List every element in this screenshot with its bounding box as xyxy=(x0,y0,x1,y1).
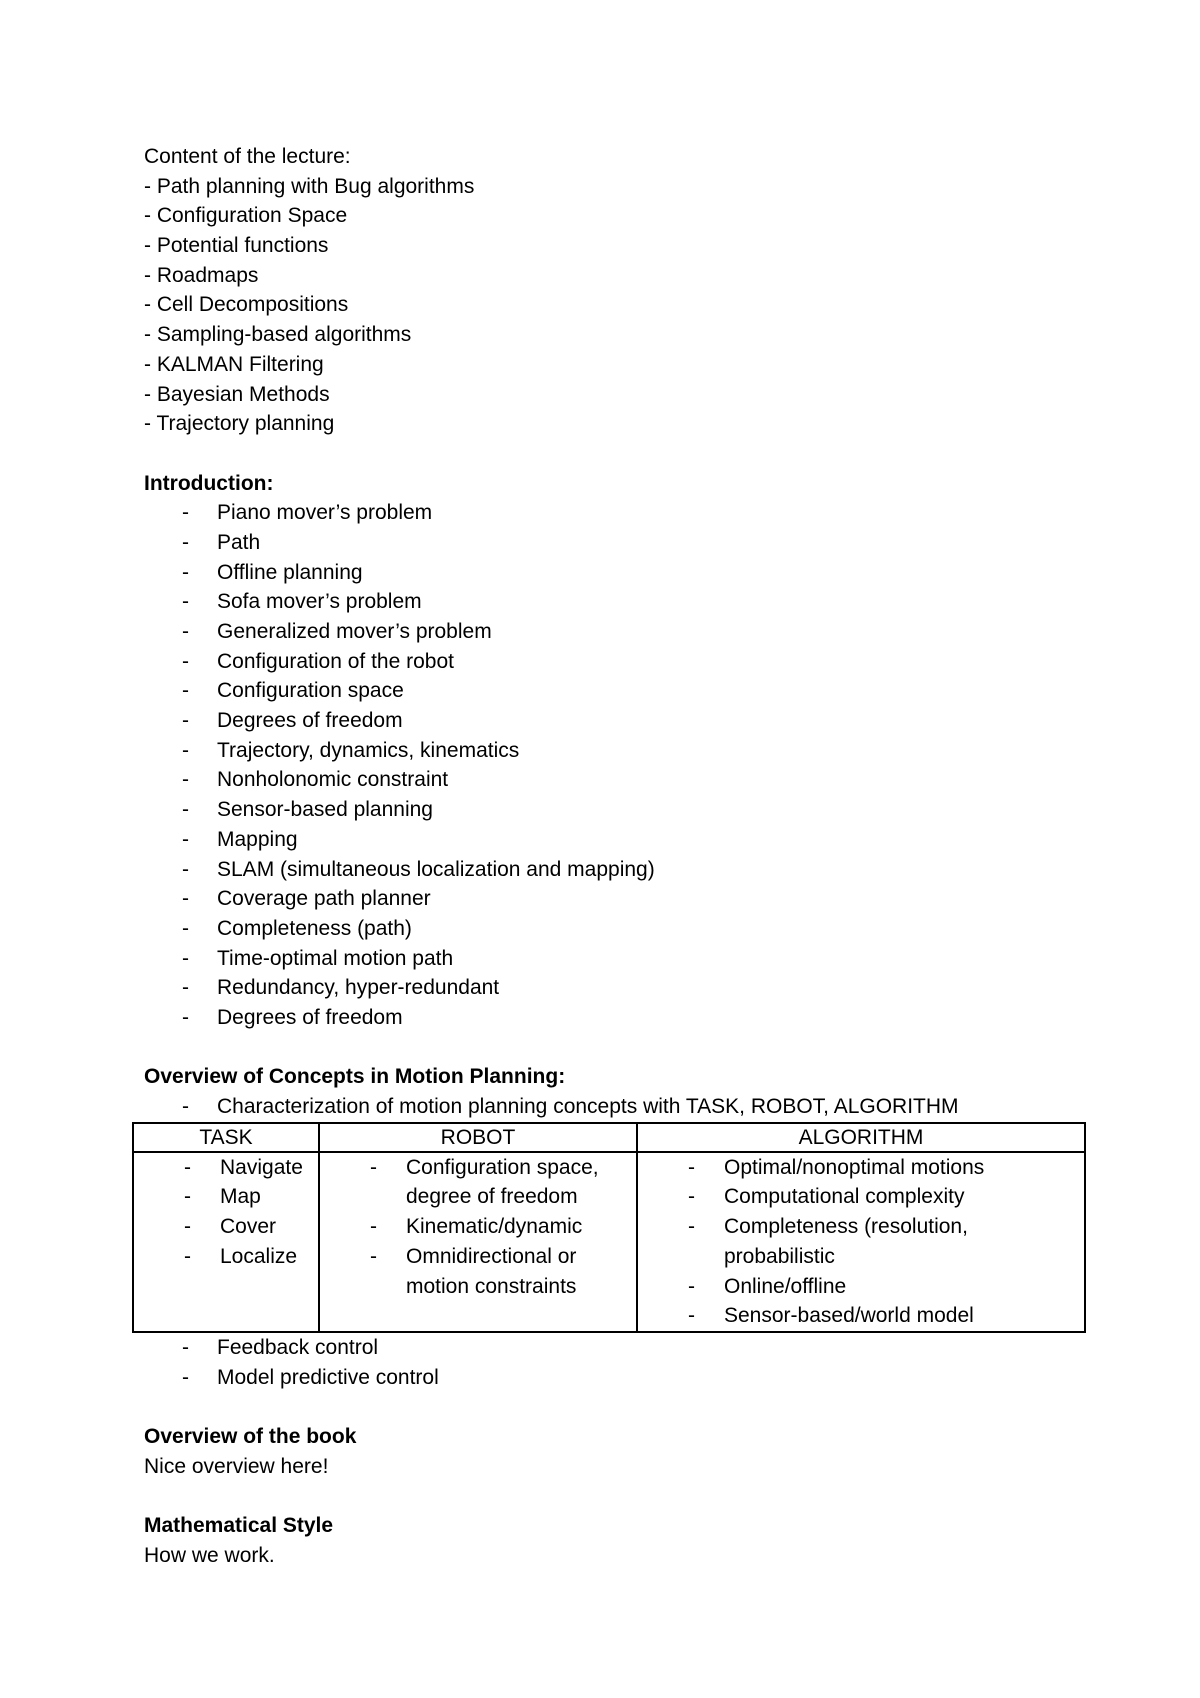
concepts-intro-label: Characterization of motion planning concepts with TASK, ROBOT, ALGORITHM xyxy=(217,1095,959,1118)
concepts-table xyxy=(132,1122,1086,1333)
table-header-algorithm: ALGORITHM xyxy=(637,1123,1085,1152)
dash: - xyxy=(688,1274,695,1298)
intro-item xyxy=(144,558,1084,588)
book-heading: Overview of the book xyxy=(144,1424,357,1448)
task-item-label: Cover xyxy=(220,1215,277,1239)
dash: - xyxy=(370,1215,377,1239)
intro-item-label: Trajectory, dynamics, kinematics xyxy=(217,738,520,762)
intro-item-label: Piano mover’s problem xyxy=(217,501,433,525)
math-style-text: How we work. xyxy=(144,1543,275,1567)
intro-item-label: Degrees of freedom xyxy=(217,1005,403,1029)
task-item xyxy=(134,1153,318,1183)
intro-item-label: Generalized mover’s problem xyxy=(217,620,492,643)
lecture-item: - Trajectory planning xyxy=(144,412,335,436)
dash: - xyxy=(182,620,189,643)
algorithm-item xyxy=(638,1212,1084,1271)
introduction-heading: Introduction: xyxy=(144,471,274,495)
intro-item-label: SLAM (simultaneous localization and mapping) xyxy=(217,857,655,881)
dash: - xyxy=(184,1244,191,1268)
robot-item-label: Kinematic/dynamic xyxy=(406,1215,583,1239)
spacer xyxy=(144,1033,1084,1063)
robot-item-label: Omnidirectional or motion constraints xyxy=(406,1244,577,1298)
dash: - xyxy=(182,738,189,762)
dash: - xyxy=(182,1005,189,1029)
intro-item xyxy=(144,587,1084,617)
document-page xyxy=(144,142,1084,1570)
algorithm-cell xyxy=(637,1152,1085,1332)
book-text: Nice overview here! xyxy=(144,1454,329,1478)
dash: - xyxy=(182,768,189,792)
intro-item-label: Path xyxy=(217,530,261,554)
dash: - xyxy=(182,590,189,614)
intro-item xyxy=(144,825,1084,855)
robot-cell xyxy=(319,1152,637,1332)
lecture-item: - Roadmaps xyxy=(144,263,259,287)
robot-item xyxy=(320,1212,636,1242)
concepts-after-item xyxy=(144,1333,1084,1363)
intro-item xyxy=(144,855,1084,885)
lecture-item: - Configuration Space xyxy=(144,204,348,228)
intro-item-label: Completeness (path) xyxy=(217,916,412,940)
lecture-item: - Cell Decompositions xyxy=(144,293,349,317)
concepts-intro-item xyxy=(144,1092,1084,1122)
table-row xyxy=(133,1152,1085,1332)
concepts-after-label: Feedback control xyxy=(217,1335,379,1359)
intro-item-label: Time-optimal motion path xyxy=(217,946,454,970)
intro-item xyxy=(144,706,1084,736)
intro-item xyxy=(144,944,1084,974)
intro-item-label: Coverage path planner xyxy=(217,887,431,911)
task-item-label: Navigate xyxy=(220,1155,303,1179)
task-cell xyxy=(133,1152,319,1332)
task-item xyxy=(134,1182,318,1212)
concepts-heading: Overview of Concepts in Motion Planning: xyxy=(144,1065,566,1089)
algorithm-item xyxy=(638,1301,1084,1331)
robot-item-label: Configuration space, degree of freedom xyxy=(406,1155,599,1209)
spacer xyxy=(144,439,1084,469)
table-header-task: TASK xyxy=(133,1123,319,1152)
dash: - xyxy=(182,827,189,851)
algorithm-item-label: Sensor-based/world model xyxy=(724,1304,974,1328)
dash: - xyxy=(182,709,189,733)
intro-item xyxy=(144,795,1084,825)
dash: - xyxy=(182,887,189,911)
dash: - xyxy=(688,1155,695,1179)
task-item xyxy=(134,1212,318,1242)
table-header-row xyxy=(133,1123,1085,1152)
task-item-label: Localize xyxy=(220,1244,298,1268)
dash: - xyxy=(182,1365,189,1389)
dash: - xyxy=(182,679,189,703)
dash: - xyxy=(184,1215,191,1239)
intro-item-label: Configuration of the robot xyxy=(217,649,454,673)
algorithm-item xyxy=(638,1272,1084,1302)
dash: - xyxy=(688,1185,695,1209)
intro-item-label: Nonholonomic constraint xyxy=(217,768,449,792)
intro-item xyxy=(144,647,1084,677)
task-item-label: Map xyxy=(220,1185,261,1209)
algorithm-item-label: Optimal/nonoptimal motions xyxy=(724,1155,985,1179)
dash: - xyxy=(182,916,189,940)
dash: - xyxy=(182,501,189,525)
algorithm-item xyxy=(638,1153,1084,1183)
lecture-item: - Bayesian Methods xyxy=(144,382,330,406)
intro-item xyxy=(144,676,1084,706)
intro-item xyxy=(144,914,1084,944)
dash: - xyxy=(370,1244,377,1268)
algorithm-item-label: Computational complexity xyxy=(724,1185,965,1209)
intro-item xyxy=(144,617,1084,647)
lecture-title: Content of the lecture: xyxy=(144,145,351,168)
concepts-after-label: Model predictive control xyxy=(217,1365,439,1389)
algorithm-item-label: Online/offline xyxy=(724,1274,847,1298)
robot-item xyxy=(320,1153,636,1212)
intro-item xyxy=(144,498,1084,528)
dash: - xyxy=(184,1155,191,1179)
table-header-robot: ROBOT xyxy=(319,1123,637,1152)
lecture-item: - Sampling-based algorithms xyxy=(144,323,412,347)
intro-item xyxy=(144,973,1084,1003)
dash: - xyxy=(370,1155,377,1179)
dash: - xyxy=(182,946,189,970)
intro-item xyxy=(144,884,1084,914)
spacer xyxy=(144,1481,1084,1511)
dash: - xyxy=(182,976,189,1000)
intro-item xyxy=(144,1003,1084,1033)
intro-item xyxy=(144,765,1084,795)
algorithm-item xyxy=(638,1182,1084,1212)
intro-item-label: Configuration space xyxy=(217,679,404,703)
dash: - xyxy=(182,649,189,673)
lecture-item: - Path planning with Bug algorithms xyxy=(144,174,475,198)
dash: - xyxy=(182,1095,189,1118)
algorithm-item-label: Completeness (resolution, probabilistic xyxy=(724,1215,968,1268)
intro-item-label: Offline planning xyxy=(217,560,363,584)
intro-item xyxy=(144,736,1084,766)
lecture-item: - Potential functions xyxy=(144,234,329,258)
math-style-heading: Mathematical Style xyxy=(144,1514,334,1538)
dash: - xyxy=(182,530,189,554)
intro-item-label: Sensor-based planning xyxy=(217,798,433,822)
intro-item xyxy=(144,528,1084,558)
dash: - xyxy=(184,1185,191,1209)
dash: - xyxy=(688,1215,695,1239)
intro-item-label: Sofa mover’s problem xyxy=(217,590,422,614)
lecture-item: - KALMAN Filtering xyxy=(144,352,324,376)
spacer xyxy=(144,1392,1084,1422)
dash: - xyxy=(182,857,189,881)
task-item xyxy=(134,1242,318,1272)
dash: - xyxy=(182,1335,189,1359)
dash: - xyxy=(182,798,189,822)
concepts-after-item xyxy=(144,1363,1084,1393)
intro-item-label: Redundancy, hyper-redundant xyxy=(217,976,500,1000)
intro-item-label: Mapping xyxy=(217,827,298,851)
intro-item-label: Degrees of freedom xyxy=(217,709,403,733)
robot-item xyxy=(320,1242,636,1301)
dash: - xyxy=(182,560,189,584)
dash: - xyxy=(688,1304,695,1328)
